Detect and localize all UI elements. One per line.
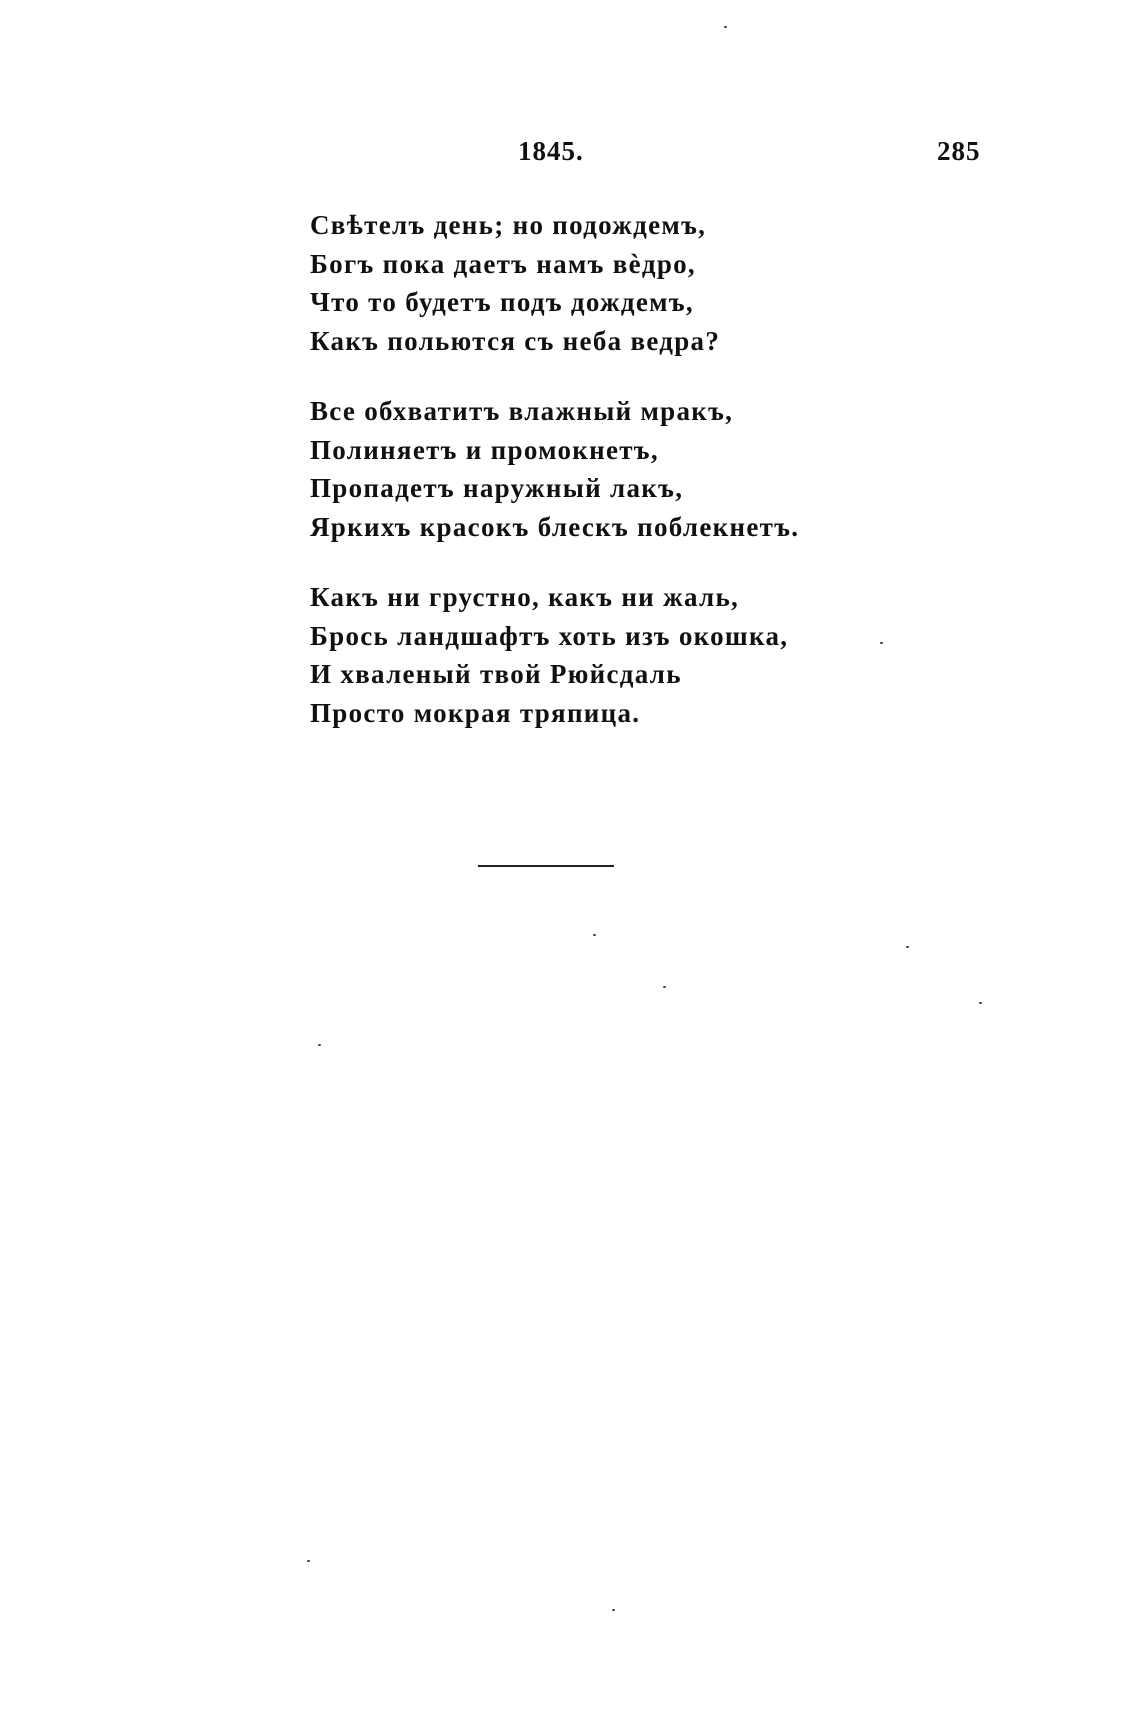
running-header-year: 1845.: [518, 136, 584, 166]
stanza-2: [310, 392, 1010, 546]
poem: [310, 206, 1010, 764]
poem-line: Богъ пока даетъ намъ вѐдро,: [310, 248, 696, 279]
scan-speck: [307, 1560, 310, 1562]
scan-speck: [906, 946, 909, 948]
poem-line: Пропадетъ наружный лакъ,: [310, 473, 684, 503]
poem-line: Все обхватитъ влажный мракъ,: [310, 396, 734, 426]
poem-line: Полиняетъ и промокнетъ,: [310, 434, 659, 465]
scan-speck: [979, 1002, 982, 1004]
scan-speck: [663, 986, 666, 988]
scan-speck: [318, 1044, 321, 1046]
scan-speck: [880, 642, 883, 644]
stanza-3: [310, 578, 1010, 732]
poem-line: И хваленый твой Рюйсдаль: [310, 659, 682, 689]
end-rule: [478, 865, 614, 867]
poem-line: Брось ландшафтъ хоть изъ окошка,: [310, 620, 789, 651]
scan-speck: [593, 934, 596, 936]
scan-speck: [724, 26, 727, 28]
poem-line: Какъ ни грустно, какъ ни жаль,: [310, 582, 740, 612]
poem-line: Свѣтелъ день; но подождемъ,: [310, 210, 707, 240]
poem-line: Что то будетъ подъ дождемъ,: [310, 287, 694, 317]
poem-line: Яркихъ красокъ блескъ поблекнетъ.: [310, 511, 800, 542]
poem-line: Просто мокрая тряпица.: [310, 697, 641, 728]
poem-line: Какъ польются съ неба ведра?: [310, 325, 721, 356]
stanza-1: [310, 206, 1010, 360]
page-number: 285: [937, 136, 981, 166]
scan-speck: [612, 1609, 615, 1611]
